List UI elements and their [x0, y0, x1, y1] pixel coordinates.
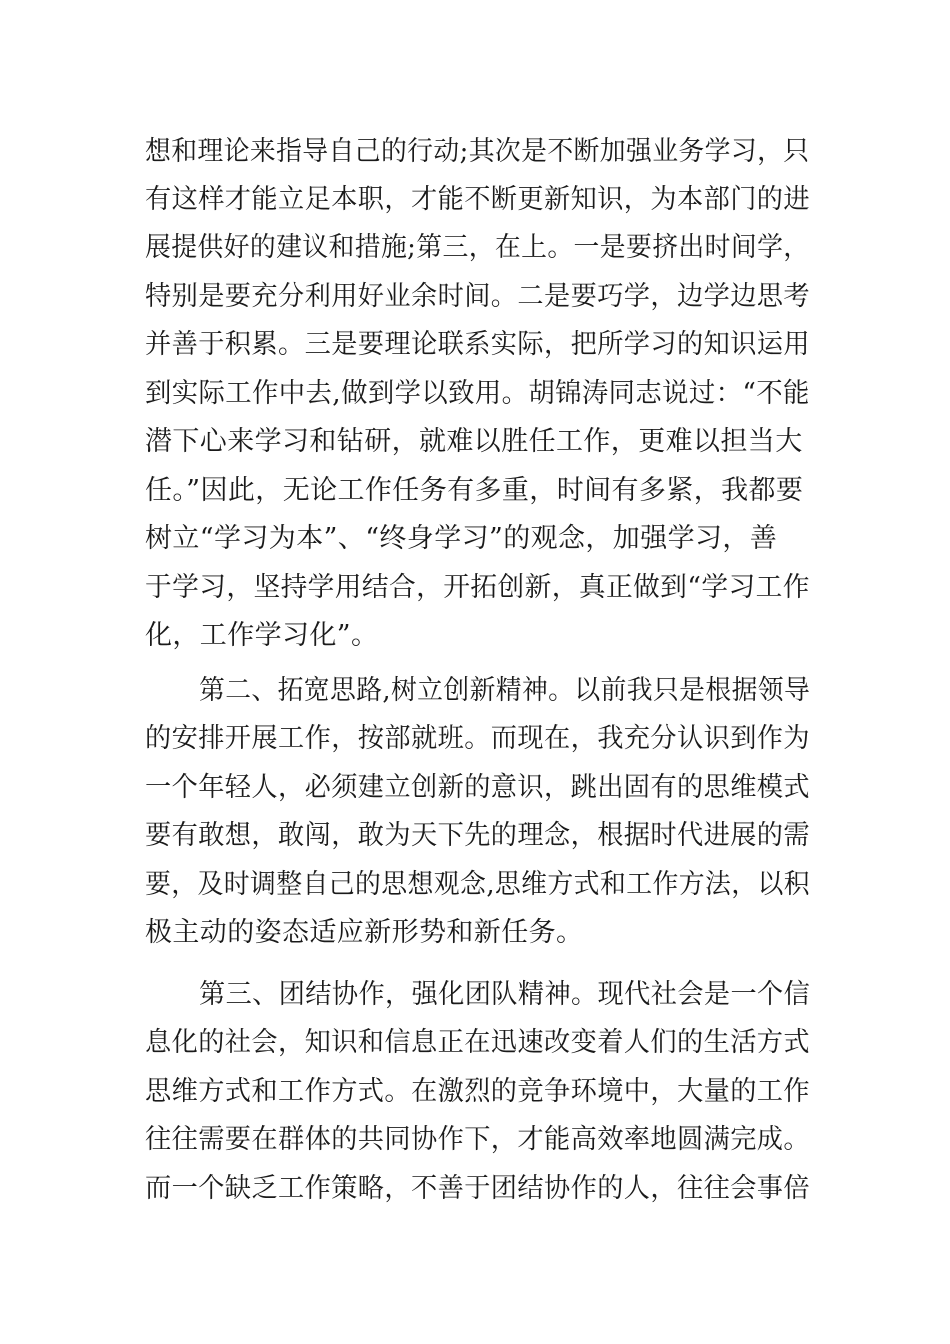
text-line: 极主动的姿态适应新形势和新任务。: [145, 917, 584, 948]
text-line: 思维方式和工作方式。在激烈的竞争环境中，大量的工作: [145, 1076, 810, 1107]
text-line: 化，工作学习化”。: [145, 620, 379, 651]
text-line: 一个年轻人，必须建立创新的意识，跳出固有的思维模式: [145, 772, 810, 803]
text-line: 特别是要充分利用好业余时间。二是要巧学，边学边思考: [145, 281, 810, 312]
text-line: 往往需要在群体的共同协作下，才能高效率地圆满完成。: [145, 1124, 810, 1155]
text-line: 而一个缺乏工作策略，不善于团结协作的人，往往会事倍: [145, 1173, 810, 1204]
text-line: 要，及时调整自己的思想观念,思维方式和工作方法，以积: [145, 869, 810, 900]
text-line: 的安排开展工作，按部就班。而现在，我充分认识到作为: [145, 723, 810, 754]
text-line: 要有敢想，敢闯，敢为天下先的理念，根据时代进展的需: [145, 820, 810, 851]
text-line: 有这样才能立足本职，才能不断更新知识，为本部门的进: [145, 184, 810, 215]
text-line: 于学习，坚持学用结合，开拓创新，真正做到“学习工作: [145, 572, 810, 603]
text-line: 并善于积累。三是要理论联系实际，把所学习的知识运用: [145, 329, 810, 360]
text-line: 息化的社会，知识和信息正在迅速改变着人们的生活方式: [145, 1027, 810, 1058]
text-line: 展提供好的建议和措施;第三，在上。一是要挤出时间学，: [145, 232, 810, 263]
paragraph-start-line: 第二、拓宽思路,树立创新精神。以前我只是根据领导: [199, 675, 811, 706]
text-line: 想和理论来指导自己的行动;其次是不断加强业务学习，只: [145, 136, 810, 167]
paragraph-start-line: 第三、团结协作，强化团队精神。现代社会是一个信: [199, 979, 811, 1010]
text-line: 树立“学习为本”、“终身学习”的观念，加强学习，善: [145, 523, 778, 554]
text-line: 潜下心来学习和钻研，就难以胜任工作，更难以担当大: [145, 426, 803, 457]
text-line: 任。”因此，无论工作任务有多重，时间有多紧，我都要: [145, 475, 804, 506]
text-line: 到实际工作中去,做到学以致用。胡锦涛同志说过：“不能: [145, 378, 810, 409]
